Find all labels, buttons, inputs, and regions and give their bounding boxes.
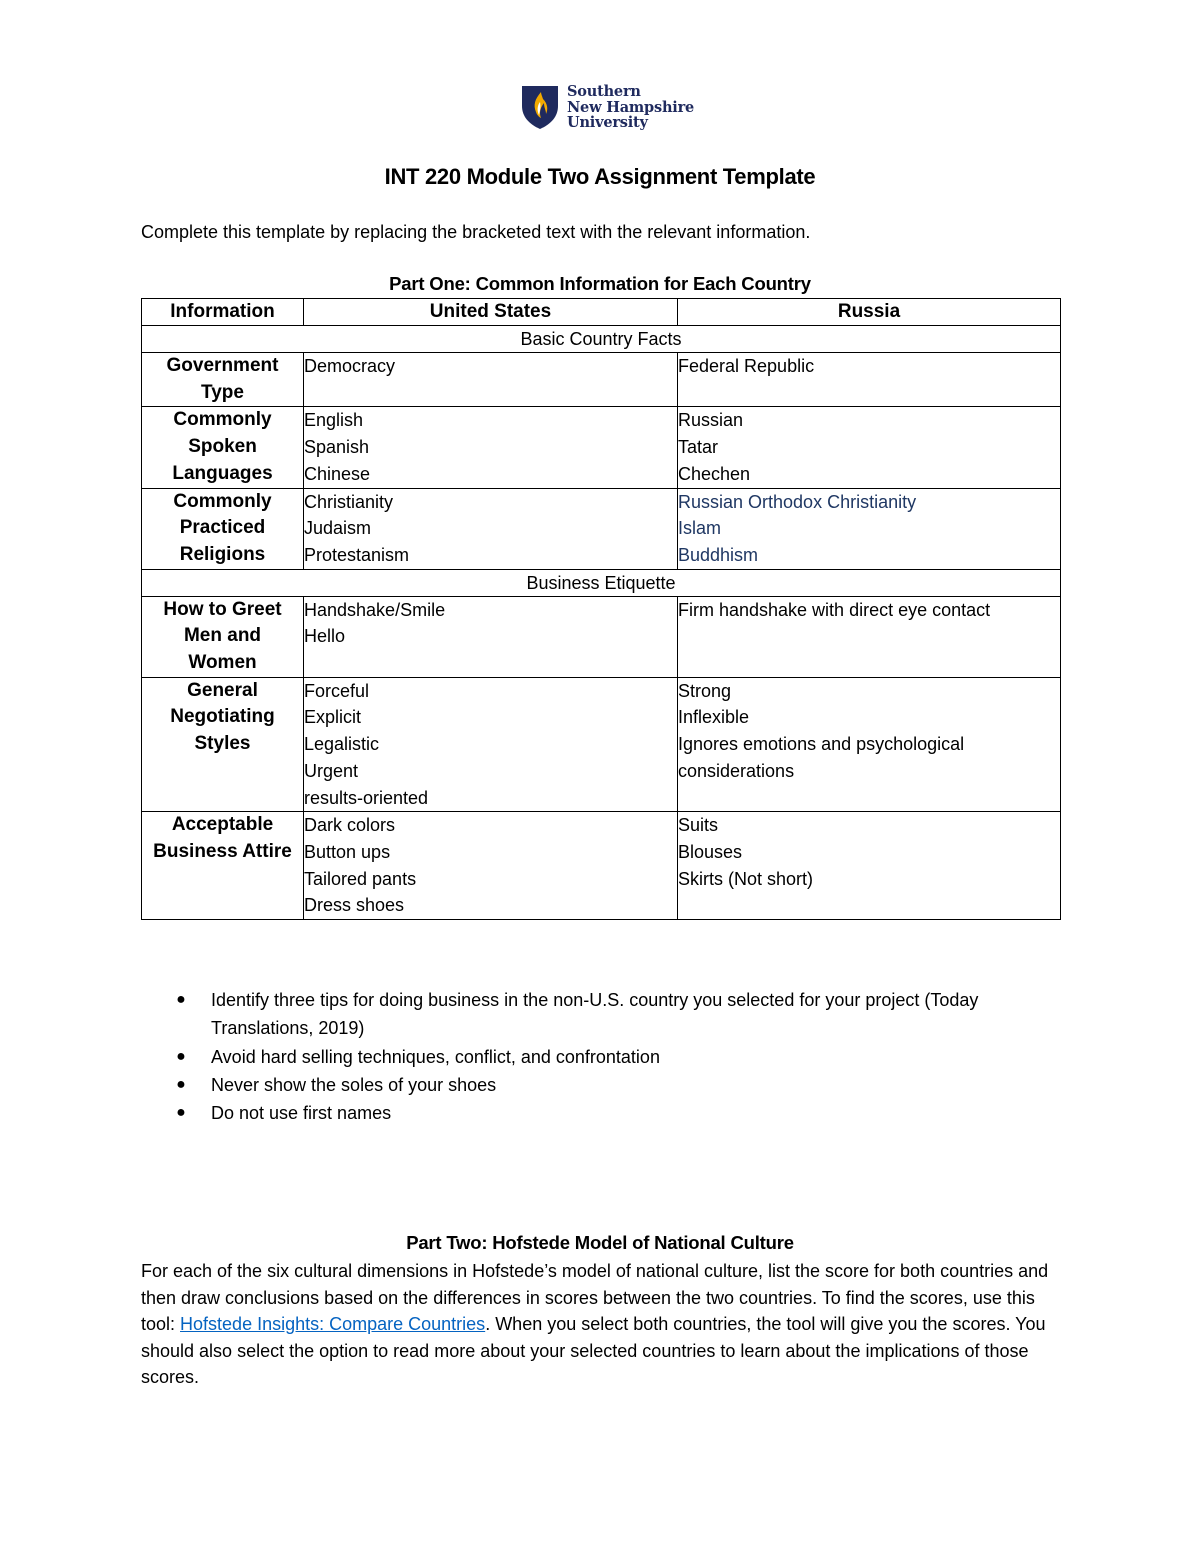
cell-line: Inflexible [678,707,750,728]
cell-line: Christianity [304,491,394,512]
cell-line: Urgent [304,760,359,781]
bullet-icon: ● [176,1047,186,1065]
header-united-states: United States [304,299,678,326]
cell-us-religions [304,488,678,569]
cell-ru-attire [678,812,1061,920]
cell-line: Buddhism [678,544,759,565]
row-label-line: How to Greet [163,598,282,620]
row-label-line: Type [201,381,244,403]
list-item-text: Avoid hard selling techniques, conflict, and confrontation [211,1046,660,1067]
cell-line: Blouses [678,841,743,862]
list-item [175,1071,1045,1099]
cell-ru-religions [678,488,1061,569]
cell-ru-negotiating [678,677,1061,812]
cell-line: English [304,410,364,431]
logo-line-2: New Hampshire [567,98,695,116]
cell-line: Democracy [304,356,396,376]
cell-us-greet [304,596,678,677]
table-row [142,488,1061,569]
bullet-icon: ● [176,1075,186,1093]
cell-line: Legalistic [304,734,380,755]
cell-ru-greet [678,596,1061,677]
instructions-text: Complete this template by replacing the bracketed text with the relevant information. [141,222,811,242]
cell-ru-languages [678,407,1061,488]
row-label-line: Government [166,355,279,376]
row-label-attire [142,812,304,920]
cell-line: Dress shoes [304,895,405,916]
bullet-icon: ● [176,991,186,1008]
cell-line: Skirts (Not short) [678,868,814,889]
cell-line: Chinese [304,463,371,484]
row-label-greet [142,596,304,677]
row-label-line: Languages [172,462,273,484]
row-label-line: Women [188,652,257,674]
part-one-title: Part One: Common Information for Each Country [389,273,811,294]
row-label-line: Commonly [173,490,272,512]
row-label-line: Styles [194,733,251,755]
shield-flame-icon [521,84,559,130]
row-label-line: Religions [179,543,266,565]
country-info-table [141,298,1061,920]
logo-wordmark [567,84,694,131]
header-information: Information [142,299,304,326]
row-label-line: Men and [183,625,262,647]
cell-line: Chechen [678,463,751,484]
section-basic-country-facts: Basic Country Facts [142,326,1061,353]
hofstede-compare-link[interactable]: Hofstede Insights: Compare Countries [180,1314,486,1335]
table-header-row [142,299,1061,326]
cell-line: Explicit [304,707,362,728]
row-label-line: Practiced [179,517,266,539]
section-row-business [142,569,1061,596]
cell-line: Russian [678,410,744,431]
cell-line: Strong [678,680,732,701]
cell-line: Button ups [304,841,391,862]
table-row [142,677,1061,812]
cell-us-languages [304,407,678,488]
cell-line: Islam [678,518,722,539]
cell-line: Suits [678,815,719,836]
list-item [175,1099,1045,1127]
list-item-text: Do not use first names [211,1103,392,1124]
logo-line-1: Southern [567,83,641,100]
part-two-body [141,1258,1066,1391]
cell-line: results-oriented [304,787,429,808]
cell-line: Russian Orthodox Christianity [678,491,917,512]
section-row-basic [142,326,1061,353]
cell-line: Tatar [678,437,719,458]
row-label-negotiating [142,677,304,812]
cell-line: Dark colors [304,815,396,836]
list-item [175,986,1045,1043]
table-row [142,596,1061,677]
cell-us-attire [304,812,678,920]
cell-line: Spanish [304,437,370,458]
logo-line-3: University [567,114,648,131]
cell-us-government [304,353,678,407]
cell-line: Ignores emotions and psychological [678,734,965,755]
table-row [142,812,1061,920]
header-russia: Russia [678,299,1061,326]
table-row [142,353,1061,407]
tips-list [175,986,1045,1127]
cell-ru-government [678,353,1061,407]
list-item-text: Never show the soles of your shoes [211,1074,497,1095]
part-two-text-continued: . When you select both countries, the tool will give you the scores. You should also select the option to read more about your selected countries to learn about the implications of those scores. [141,1314,1046,1388]
bullet-icon: ● [176,1104,186,1122]
cell-line: considerations [678,760,795,781]
row-label-languages [142,407,304,488]
snhu-logo [521,84,694,131]
row-label-line: Negotiating [170,706,275,728]
document-title: INT 220 Module Two Assignment Template [384,164,816,189]
row-label-line: Business Attire [153,840,292,862]
row-label-government [142,353,304,407]
cell-line: Hello [304,626,346,647]
row-label-line: General [187,679,258,701]
cell-line: Firm handshake with direct eye contact [678,599,991,620]
part-two-title: Part Two: Hofstede Model of National Culture [406,1232,794,1253]
row-label-line: Commonly [173,409,272,431]
list-item-text: Identify three tips for doing business in the non-U.S. country you selected for your project (Today Translations, 2019) [211,990,979,1039]
row-label-line: Acceptable [171,814,274,836]
table-row [142,407,1061,488]
cell-line: Protestanism [304,544,410,565]
cell-line: Handshake/Smile [304,599,446,620]
cell-line: Forceful [304,680,370,701]
cell-us-negotiating [304,677,678,812]
cell-line: Tailored pants [304,868,417,889]
section-business-etiquette: Business Etiquette [142,569,1061,596]
row-label-religions [142,488,304,569]
cell-line: Judaism [304,518,372,539]
cell-line: Federal Republic [678,356,815,376]
row-label-line: Spoken [188,436,257,458]
list-item [175,1043,1045,1071]
part-two-text: For each of the six cultural dimensions in Hofstede’s model of national culture, list the score for both countries and then draw conclusions based on the differences in scores between the two countries. To find the scores, use this tool: [141,1261,1049,1335]
